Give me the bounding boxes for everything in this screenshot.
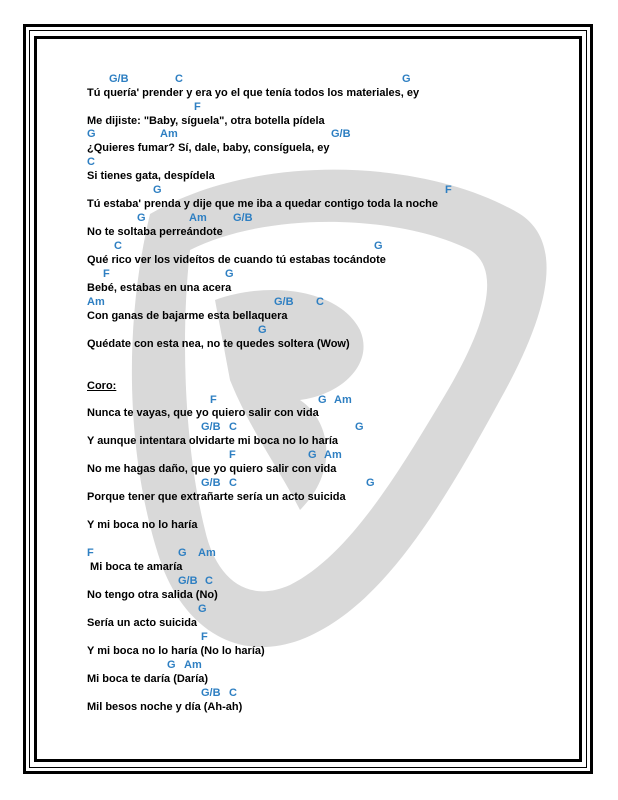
chord: G: [167, 659, 176, 671]
chord: G: [153, 184, 162, 196]
lyric-line: Mi boca te daría (Daría): [87, 673, 209, 685]
chord: G/B: [178, 575, 198, 587]
chord: Am: [189, 212, 207, 224]
chord: F: [445, 184, 452, 196]
chord: C: [114, 240, 122, 252]
chorus-heading: Coro:: [87, 380, 117, 392]
chord: G/B: [331, 128, 351, 140]
chord: G: [355, 421, 364, 433]
chord: C: [316, 296, 324, 308]
lyric-line: Qué rico ver los videítos de cuando tú estabas tocándote: [87, 254, 386, 266]
chord: Am: [87, 296, 105, 308]
chord: F: [201, 631, 208, 643]
chord: G/B: [201, 687, 221, 699]
chord: F: [229, 449, 236, 461]
lyric-line: No te soltaba perreándote: [87, 226, 223, 238]
chord: Am: [184, 659, 202, 671]
chord: G: [225, 268, 234, 280]
chord: G: [258, 324, 267, 336]
lyric-line: Con ganas de bajarme esta bellaquera: [87, 310, 288, 322]
chord: F: [194, 101, 201, 113]
lyric-line: Nunca te vayas, que yo quiero salir con vida: [87, 407, 319, 419]
chord: C: [205, 575, 213, 587]
chord: F: [87, 547, 94, 559]
chord: C: [87, 156, 95, 168]
chord: Am: [334, 394, 352, 406]
chord: G: [198, 603, 207, 615]
chord: C: [229, 687, 237, 699]
lyric-line: Y mi boca no lo haría: [87, 519, 198, 531]
lyric-line: Tú estaba' prenda y dije que me iba a quedar contigo toda la noche: [87, 198, 439, 210]
chord: Am: [198, 547, 216, 559]
chord: G: [374, 240, 383, 252]
chord: G/B: [109, 73, 129, 85]
lyric-line: Porque tener que extrañarte sería un acto suicida: [87, 491, 346, 503]
lyric-line: Y aunque intentara olvidarte mi boca no lo haría: [87, 435, 339, 447]
lyric-line: Bebé, estabas en una acera: [87, 282, 232, 294]
chord: G: [402, 73, 411, 85]
chord: G: [178, 547, 187, 559]
lyric-line: Y mi boca no lo haría (No lo haría): [87, 645, 265, 657]
chord: G: [366, 477, 375, 489]
chord: G: [308, 449, 317, 461]
lyric-line: Tú quería' prender y era yo el que tenía todos los materiales, ey: [87, 87, 420, 99]
chord: Am: [160, 128, 178, 140]
chord: C: [175, 73, 183, 85]
lyric-line: Sería un acto suicida: [87, 617, 198, 629]
lyric-line: Mil besos noche y día (Ah-ah): [87, 701, 243, 713]
chord: G/B: [201, 421, 221, 433]
chord: C: [229, 421, 237, 433]
chord: F: [210, 394, 217, 406]
lyric-line: Me dijiste: "Baby, síguela", otra botella pídela: [87, 115, 325, 127]
chord: G: [137, 212, 146, 224]
lyric-line: No me hagas daño, que yo quiero salir con vida: [87, 463, 337, 475]
lyric-line: Si tienes gata, despídela: [87, 170, 215, 182]
chord: G/B: [201, 477, 221, 489]
chord: G/B: [233, 212, 253, 224]
chord: C: [229, 477, 237, 489]
chord: Am: [324, 449, 342, 461]
lyric-line: Mi boca te amaría: [87, 561, 183, 573]
chord: G/B: [274, 296, 294, 308]
chord: G: [318, 394, 327, 406]
lyric-line: Quédate con esta nea, no te quedes soltera (Wow): [87, 338, 350, 350]
chord: G: [87, 128, 96, 140]
lyric-line: No tengo otra salida (No): [87, 589, 218, 601]
chord: F: [103, 268, 110, 280]
lyric-line: ¿Quieres fumar? Sí, dale, baby, consíguela, ey: [87, 142, 330, 154]
